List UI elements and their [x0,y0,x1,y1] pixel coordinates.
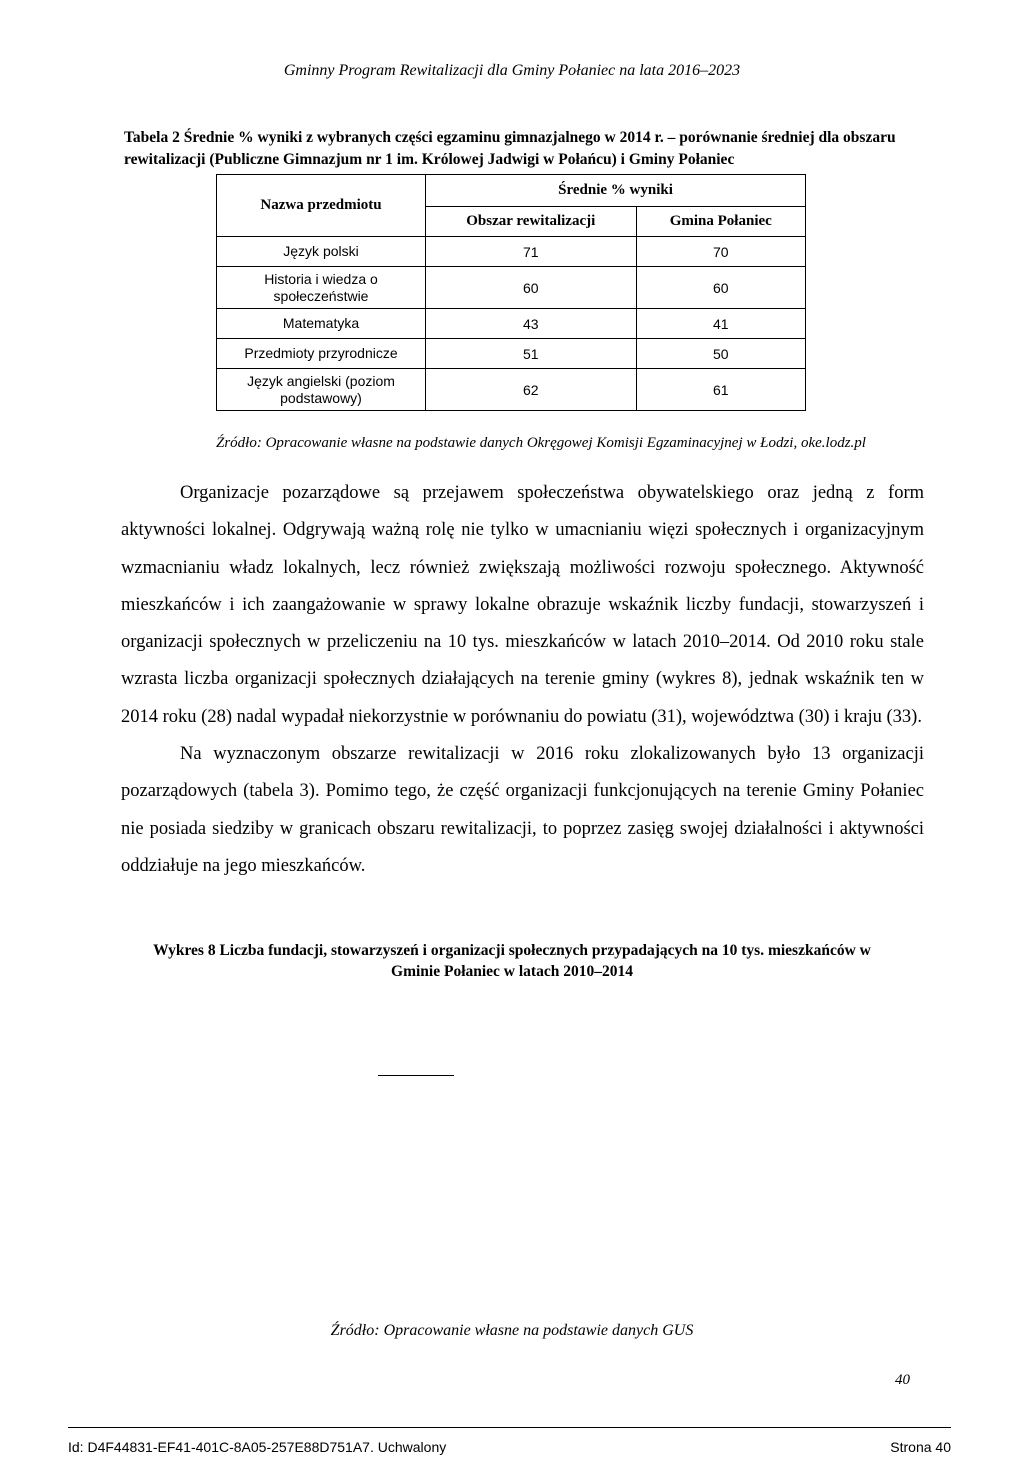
area-value: 62 [426,369,637,411]
table-header-row [217,175,806,207]
table-row [217,339,806,369]
gmina-value: 70 [636,237,805,267]
body-text [121,475,924,885]
area-value: 51 [426,339,637,369]
gmina-value: 50 [636,339,805,369]
footer-page-label: Strona 40 [890,1439,951,1455]
gmina-value: 60 [636,267,805,309]
area-value: 43 [426,309,637,339]
area-value: 60 [426,267,637,309]
exam-results-table [216,174,806,411]
table-row [217,369,806,411]
subject-cell: Matematyka [217,309,426,339]
chart-caption: Wykres 8 Liczba fundacji, stowarzyszeń i organizacji społecznych przypadających na 10 tys. mieszkańców w Gminie Połaniec w latach 2010–2014 [153,942,871,980]
subject-cell: Przedmioty przyrodnicze [217,339,426,369]
table-caption: Tabela 2 Średnie % wyniki z wybranych części egzaminu gimnazjalnego w 2014 r. – porównanie średniej dla obszaru rewitalizacji (Publiczne Gimnazjum nr 1 im. Królowej Jadwigi w Połańcu) i Gminy Połaniec [124,129,896,168]
table-row [217,237,806,267]
gmina-value: 61 [636,369,805,411]
header-average-results: Średnie % wyniki [426,175,806,207]
gmina-value: 41 [636,309,805,339]
subject-cell: Język polski [217,237,426,267]
body-paragraph: Na wyznaczonym obszarze rewitalizacji w 2016 roku zlokalizowanych było 13 organizacji pozarządowych (tabela 3). Pomimo tego, że część organizacji funkcjonujących na terenie Gminy Połaniec nie posiada siedziby w granicach obszaru rewitalizacji, to poprzez zasięg swojej działalności i aktywności oddziałuje na jego mieszkańców. [121,744,924,876]
body-paragraph: Organizacje pozarządowe są przejawem społeczeństwa obywatelskiego oraz jedną z form aktywności lokalnej. Odgrywają ważną rolę nie tylko w umacnianiu więzi społecznych i organizacyjnym wzmacnianiu władz lokalnych, lecz również zwiększają możliwości rozwoju społecznego. Aktywność mieszkańców i ich zaangażowanie w sprawy lokalne obrazuje wskaźnik liczby fundacji, stowarzyszeń i organizacji społecznych w przeliczeniu na 10 tys. mieszkańców w latach 2010–2014. Od 2010 roku stale wzrasta liczba organizacji społecznych działających na terenie gminy (wykres 8), jednak wskaźnik ten w 2014 roku (28) nadal wypadał niekorzystnie w porównaniu do powiatu (31), województwa (30) i kraju (33). [121,483,924,727]
header-gmina: Gmina Połaniec [636,207,805,237]
header-subject: Nazwa przedmiotu [217,175,426,237]
table-source-note: Źródło: Opracowanie własne na podstawie danych Okręgowej Komisji Egzaminacyjnej w Łodzi, oke.lodz.pl [216,435,866,451]
chart-source-note: Źródło: Opracowanie własne na podstawie danych GUS [330,1322,694,1339]
page-number: 40 [895,1372,910,1388]
page-footer [68,1427,951,1456]
table-row [217,267,806,309]
chart-divider [378,1075,454,1076]
subject-cell: Język angielski (poziom podstawowy) [217,369,426,411]
table-row [217,309,806,339]
area-value: 71 [426,237,637,267]
document-id: Id: D4F44831-EF41-401C-8A05-257E88D751A7. Uchwalony [68,1439,447,1455]
subject-cell: Historia i wiedza o społeczeństwie [217,267,426,309]
running-header: Gminny Program Rewitalizacji dla Gminy Połaniec na lata 2016–2023 [283,62,741,79]
header-revitalization-area: Obszar rewitalizacji [426,207,637,237]
